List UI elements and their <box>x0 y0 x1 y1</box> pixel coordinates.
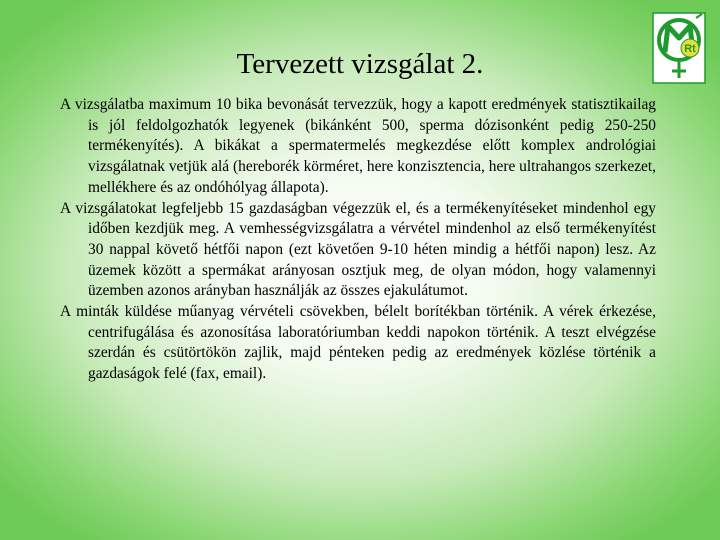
slide-body <box>60 95 656 385</box>
organization-logo-icon <box>652 12 706 84</box>
paragraph-study-design: A vizsgálatba maximum 10 bika bevonását tervezzük, hogy a kapott eredmények statisztikailag is jól feldolgozhatók legyenek (bikánként 500, sperma dózisonként pedig 250-250 termékenyítés). A bikákat a spermatermelés megkezdése előtt komplex andrológiai vizsgálatnak vetjük alá (hereborék körméret, here konzisztencia, here ultrahangos szerkezet, mellékhere és az ondóhólyag állapota). <box>60 96 656 196</box>
slide-title: Tervezett vizsgálat 2. <box>236 48 484 80</box>
paragraph-sample-shipping: A minták küldése műanyag vérvételi csövekben, bélelt borítékban történik. A vérek érkezése, centrifugálása és azonosítása laboratóriumban keddi napokon történik. A teszt elvégzése szerdán és csütörtökön zajlik, majd pénteken pedig az eredmények közlése történik a gazdaságok felé (fax, email). <box>60 303 656 383</box>
paragraph-farm-testing: A vizsgálatokat legfeljebb 15 gazdaságban végezzük el, és a termékenyítéseket mindenhol egy időben kezdjük meg. A vemhességvizsgálatra a vérvétel mindenhol az első termékenyítést 30 nappal követő hétfői napon (ezt követően 9-10 héten mindig a hétfői napon) lesz. Az üzemek között a spermákat arányosan osztjuk meg, de olyan módon, hogy valamennyi üzemben azonos arányban használják az összes ejakulátumot. <box>60 199 656 300</box>
logo-letters: Rt <box>684 43 696 55</box>
